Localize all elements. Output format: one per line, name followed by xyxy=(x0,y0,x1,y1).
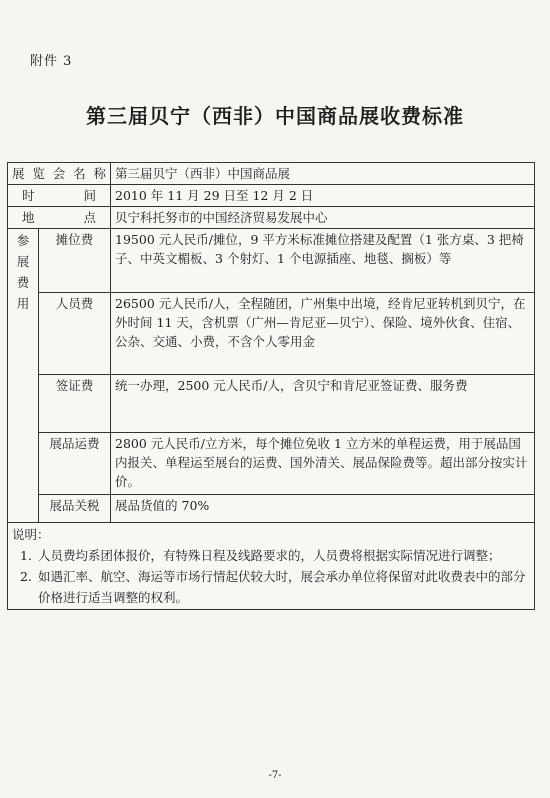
table-row xyxy=(8,523,535,610)
row-label-time: 时间 xyxy=(8,185,111,207)
fee-label-shipping: 展品运费 xyxy=(39,433,111,495)
fee-label-booth: 摊位费 xyxy=(39,229,111,293)
row-value-exhibition-name: 第三届贝宁（西非）中国商品展 xyxy=(111,163,535,185)
page-number: -7- xyxy=(268,770,282,781)
row-label-exhibition-name: 展览会名称 xyxy=(8,163,111,185)
fee-table xyxy=(7,162,535,610)
fee-label-tariff: 展品关税 xyxy=(39,495,111,523)
document-title: 第三届贝宁（西非）中国商品展收费标准 xyxy=(86,104,464,128)
fee-value-tariff: 展品货值的 70% xyxy=(111,495,535,523)
row-label-location: 地点 xyxy=(8,207,111,229)
attachment-label: 附件 3 xyxy=(30,54,73,69)
table-row xyxy=(8,375,535,433)
note-number: 1. xyxy=(20,548,32,563)
note-text: 人员费均系团体报价，有特殊日程及线路要求的，人员费将根据实际情况进行调整； xyxy=(38,548,501,563)
note-item xyxy=(12,545,530,566)
note-item xyxy=(12,566,530,608)
fee-value-visa: 统一办理，2500 元人民币/人，含贝宁和肯尼亚签证费、服务费 xyxy=(111,375,535,433)
table-row xyxy=(8,495,535,523)
table-row xyxy=(8,207,535,229)
fees-group-label xyxy=(8,229,39,523)
table-row xyxy=(8,293,535,375)
row-value-time: 2010 年 11 月 29 日至 12 月 2 日 xyxy=(111,185,535,207)
notes-cell xyxy=(8,523,535,610)
fee-label-visa: 签证费 xyxy=(39,375,111,433)
fee-value-shipping: 2800 元人民币/立方米，每个摊位免收 1 立方米的单程运费，用于展品国内报关、单程运至展台的运费、国外清关、展品保险费等。超出部分按实计价。 xyxy=(111,433,535,495)
fees-group-text: 参展费用 xyxy=(16,233,30,311)
fee-value-booth: 19500 元人民币/摊位，9 平方米标准摊位搭建及配置（1 张方桌、3 把椅子、中英文楣板、3 个射灯、1 个电源插座、地毯、搁板）等 xyxy=(111,229,535,293)
row-value-location: 贝宁科托努市的中国经济贸易发展中心 xyxy=(111,207,535,229)
note-number: 2. xyxy=(20,569,32,584)
table-row xyxy=(8,433,535,495)
table-row xyxy=(8,185,535,207)
fee-value-personnel: 26500 元人民币/人，全程随团，广州集中出境，经肯尼亚转机到贝宁，在外时间 11 天，含机票（广州—肯尼亚—贝宁）、保险、境外伙食、住宿、公杂、交通、小费，不含个人零用金 xyxy=(111,293,535,375)
table-row xyxy=(8,229,535,293)
table-row xyxy=(8,163,535,185)
notes-heading: 说明： xyxy=(12,527,50,542)
note-text: 如遇汇率、航空、海运等市场行情起伏较大时，展会承办单位将保留对此收费表中的部分价格进行适当调整的权利。 xyxy=(38,569,526,605)
fee-label-personnel: 人员费 xyxy=(39,293,111,375)
